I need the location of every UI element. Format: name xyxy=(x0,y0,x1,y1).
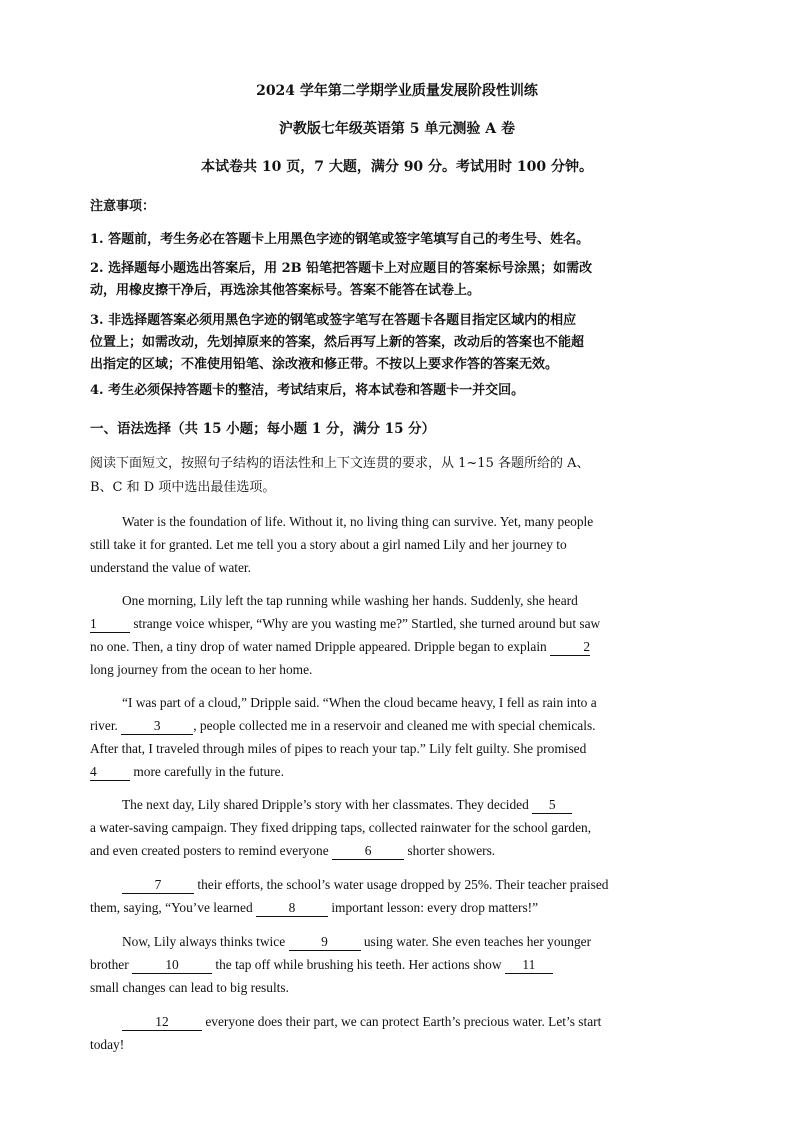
blank-2[interactable]: 2 xyxy=(550,639,590,656)
p3-line-2 xyxy=(90,714,698,737)
passage-paragraph-4 xyxy=(90,793,698,862)
passage-paragraph-7 xyxy=(90,1010,698,1056)
passage-paragraph-6 xyxy=(90,930,698,999)
p1-line-1: Water is the foundation of life. Without it, no living thing can survive. Yet, many people xyxy=(122,514,594,529)
blank-6[interactable]: 6 xyxy=(332,843,404,860)
p3-line-2-start: river. xyxy=(90,718,122,733)
p3-line-2-text: , people collected me in a reservoir and cleaned me with special chemicals. xyxy=(193,718,596,733)
blank-9[interactable]: 9 xyxy=(289,934,361,951)
blank-7[interactable]: 7 xyxy=(122,877,194,894)
p2-line-4: long journey from the ocean to her home. xyxy=(90,662,313,677)
notice-item-3-line-2: 位置上；如需改动，先划掉原来的答案，然后再写上新的答案，改动后的答案也不能超 xyxy=(90,335,585,350)
p5-line-1 xyxy=(90,873,698,896)
p7-line-1-text: everyone does their part, we can protect Earth’s precious water. Let’s start xyxy=(202,1014,602,1029)
p3-line-1: “I was part of a cloud,” Dripple said. “When the cloud became heavy, I fell as rain into a xyxy=(122,695,597,710)
passage-paragraph-5 xyxy=(90,873,698,919)
notice-heading: 注意事项： xyxy=(90,199,156,214)
p7-line-2: today! xyxy=(90,1037,125,1052)
blank-11[interactable]: 11 xyxy=(505,957,553,974)
passage-paragraph-2 xyxy=(90,589,698,681)
p5-line-2-end: important lesson: every drop matters!” xyxy=(327,900,539,915)
blank-5[interactable]: 5 xyxy=(532,797,572,814)
notice-item-2-line-2: 动，用橡皮擦干净后，再选涂其他答案标号。答案不能答在试卷上。 xyxy=(90,283,481,298)
p4-line-3 xyxy=(90,839,698,862)
blank-3[interactable]: 3 xyxy=(121,718,193,735)
section-instructions xyxy=(90,452,710,500)
p3-line-3: After that, I traveled through miles of pipes to reach your tap.” Lily felt guilty. She promised xyxy=(90,741,587,756)
p6-line-1 xyxy=(90,930,698,953)
passage-paragraph-3 xyxy=(90,691,698,783)
notice-item-3-line-1: 3. 非选择题答案必须用黑色字迹的钢笔或签字笔写在答题卡各题目指定区域内的相应 xyxy=(90,313,577,328)
p2-line-2 xyxy=(90,612,698,635)
p1-line-3: understand the value of water. xyxy=(90,560,252,575)
p4-line-3-text: and even created posters to remind everyone xyxy=(90,843,333,858)
p6-line-1-end: using water. She even teaches her younger xyxy=(360,934,592,949)
blank-1[interactable]: 1 xyxy=(90,616,130,633)
p6-line-2-text: brother xyxy=(90,957,133,972)
p7-line-1 xyxy=(90,1010,698,1033)
blank-10[interactable]: 10 xyxy=(132,957,212,974)
p6-line-3: small changes can lead to big results. xyxy=(90,980,289,995)
notice-item-2-line-1: 2. 选择题每小题选出答案后，用 2B 铅笔把答题卡上对应题目的答案标号涂黑；如需改 xyxy=(90,261,593,276)
p3-line-4-text: more carefully in the future. xyxy=(130,764,284,779)
blank-12[interactable]: 12 xyxy=(122,1014,202,1031)
p5-line-1-text: their efforts, the school’s water usage dropped by 25%. Their teacher praised xyxy=(194,877,609,892)
notice-item-1: 1. 答题前，考生务必在答题卡上用黑色字迹的钢笔或签字笔填写自己的考生号、姓名。 xyxy=(90,232,590,247)
instructions-line-2: B、C 和 D 项中选出最佳选项。 xyxy=(90,480,276,495)
p4-line-2: a water-saving campaign. They fixed dripping taps, collected rainwater for the school garden, xyxy=(90,820,592,835)
p2-line-3 xyxy=(90,635,698,658)
notice-item-3-line-3: 出指定的区域；不准使用铅笔、涂改液和修正带。不按以上要求作答的答案无效。 xyxy=(90,357,559,372)
p4-line-1-text: The next day, Lily shared Dripple’s story with her classmates. They decided xyxy=(122,797,533,812)
blank-8[interactable]: 8 xyxy=(256,900,328,917)
p5-line-2 xyxy=(90,896,698,919)
notice-item-2 xyxy=(90,258,710,302)
p2-line-1: One morning, Lily left the tap running while washing her hands. Suddenly, she heard xyxy=(122,593,578,608)
p1-line-2: still take it for granted. Let me tell you a story about a girl named Lily and her journey to xyxy=(90,537,567,552)
blank-4[interactable]: 4 xyxy=(90,764,130,781)
exam-info: 本试卷共 10 页，7 大题，满分 90 分。考试用时 100 分钟。 xyxy=(200,159,594,175)
p4-line-1 xyxy=(90,793,698,816)
p2-line-3-text: no one. Then, a tiny drop of water named Dripple appeared. Dripple began to explain xyxy=(90,639,551,654)
section-title: 一、语法选择（共 15 小题；每小题 1 分，满分 15 分） xyxy=(90,421,436,437)
p6-line-1-text: Now, Lily always thinks twice xyxy=(122,934,289,949)
exam-title: 2024 学年第二学期学业质量发展阶段性训练 xyxy=(256,83,538,99)
p6-line-2 xyxy=(90,953,698,976)
instructions-line-1: 阅读下面短文，按照句子结构的语法性和上下文连贯的要求，从 1~15 各题所给的 A、 xyxy=(90,456,590,471)
passage-paragraph-1 xyxy=(90,510,698,579)
notice-item-3 xyxy=(90,310,710,376)
p5-line-2-text: them, saying, “You’ve learned xyxy=(90,900,256,915)
notice-item-4: 4. 考生必须保持答题卡的整洁，考试结束后，将本试卷和答题卡一并交回。 xyxy=(90,383,525,398)
p6-line-2-middle: the tap off while brushing his teeth. Her actions show xyxy=(212,957,505,972)
p4-line-3-end: shorter showers. xyxy=(404,843,496,858)
p2-line-2-text: strange voice whisper, “Why are you wasting me?” Startled, she turned around but saw xyxy=(130,616,601,631)
p3-line-4 xyxy=(90,760,698,783)
exam-subtitle: 沪教版七年级英语第 5 单元测验 A 卷 xyxy=(278,121,516,137)
